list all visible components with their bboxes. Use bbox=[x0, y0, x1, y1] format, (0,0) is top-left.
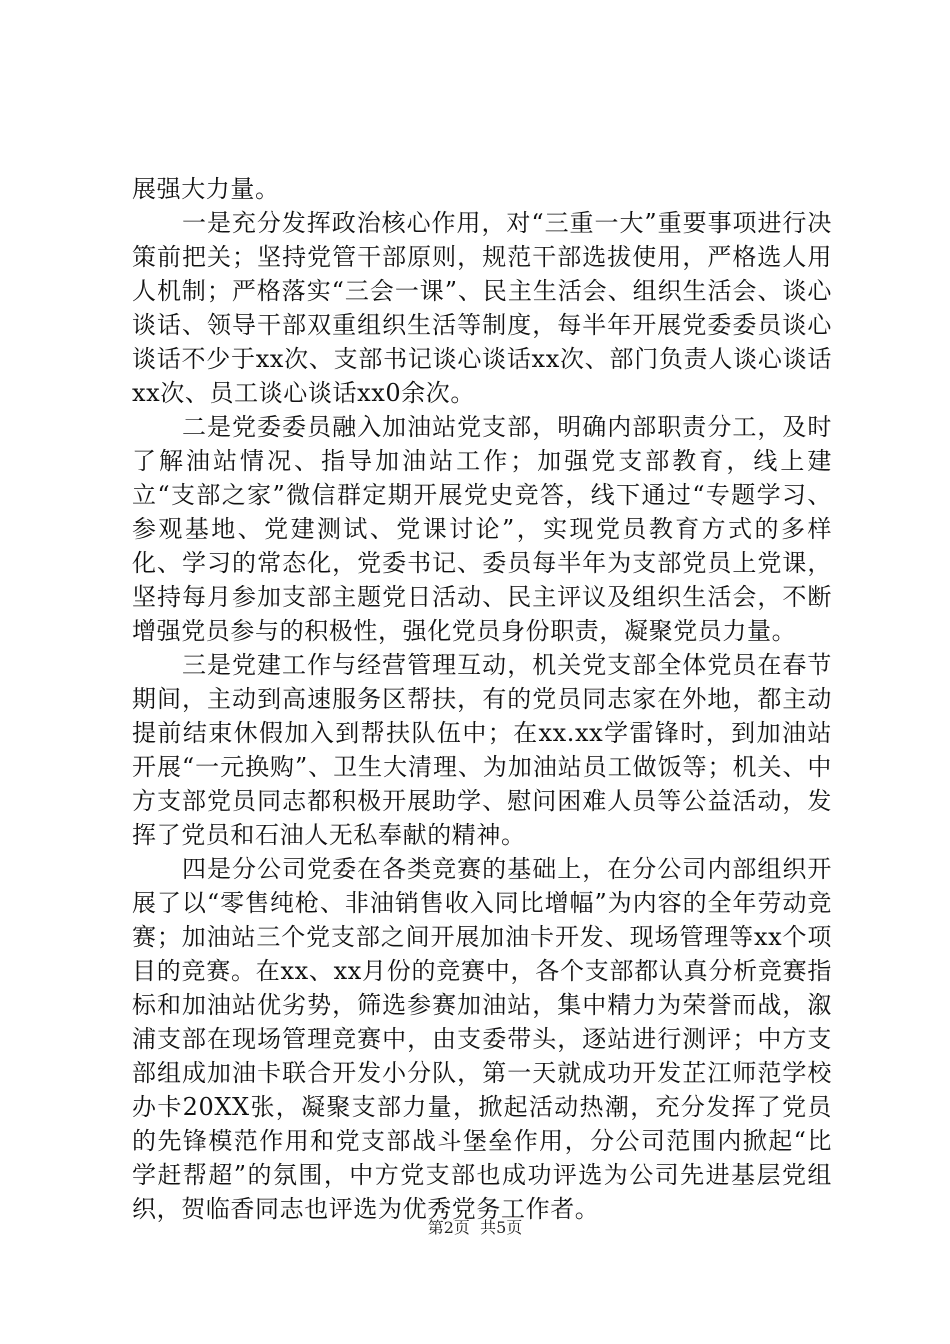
paragraph-continuation: 展强大力量。 bbox=[132, 175, 280, 203]
paragraph-point-three: 三是党建工作与经营管理互动，机关党支部全体党员在春节期间，主动到高速服务区帮扶，有的党员同志家在外地，都主动提前结束休假加入到帮扶队伍中；在xx.xx学雷锋时，到加油站开展“一元换购”、卫生大清理、为加油站员工做饭等；机关、中方支部党员同志都积极开展助学、慰问困难人员等公益活动，发挥了党员和石油人无私奉献的精神。 bbox=[132, 651, 832, 849]
paragraph-point-four: 四是分公司党委在各类竞赛的基础上，在分公司内部组织开展了以“零售纯枪、非油销售收入同比增幅”为内容的全年劳动竞赛；加油站三个党支部之间开展加油卡开发、现场管理等xx个项目的竞赛。在xx、xx月份的竞赛中，各个支部都认真分析竞赛指标和加油站优劣势，筛选参赛加油站，集中精力为荣誉而战，溆浦支部在现场管理竞赛中，由支委带头，逐站进行测评；中方支部组成加油卡联合开发小分队，第一天就成功开发芷江师范学校办卡20XX张，凝聚支部力量，掀起活动热潮，充分发挥了党员的先锋模范作用和党支部战斗堡垒作用，分公司范围内掀起“比学赶帮超”的氛围，中方党支部也成功评选为公司先进基层党组织，贺临香同志也评选为优秀党务工作者。 bbox=[132, 855, 832, 1223]
paragraph-point-one: 一是充分发挥政治核心作用，对“三重一大”重要事项进行决策前把关；坚持党管干部原则，规范干部选拔使用，严格选人用人机制；严格落实“三会一课”、民主生活会、组织生活会、谈心谈话、领导干部双重组织生活等制度，每半年开展党委委员谈心谈话不少于xx次、支部书记谈心谈话xx次、部门负责人谈心谈话xx次、员工谈心谈话xx0余次。 bbox=[132, 209, 832, 407]
page-number-label: 第2页 共5页 bbox=[427, 1218, 523, 1237]
page-footer bbox=[0, 1218, 950, 1238]
document-body bbox=[132, 172, 832, 1226]
paragraph-point-two: 二是党委委员融入加油站党支部，明确内部职责分工，及时了解油站情况、指导加油站工作；加强党支部教育，线上建立“支部之家”微信群定期开展党史竞答，线下通过“专题学习、参观基地、党建测试、党课讨论”，实现党员教育方式的多样化、学习的常态化，党委书记、委员每半年为支部党员上党课，坚持每月参加支部主题党日活动、民主评议及组织生活会，不断增强党员参与的积极性，强化党员身份职责，凝聚党员力量。 bbox=[132, 413, 832, 645]
